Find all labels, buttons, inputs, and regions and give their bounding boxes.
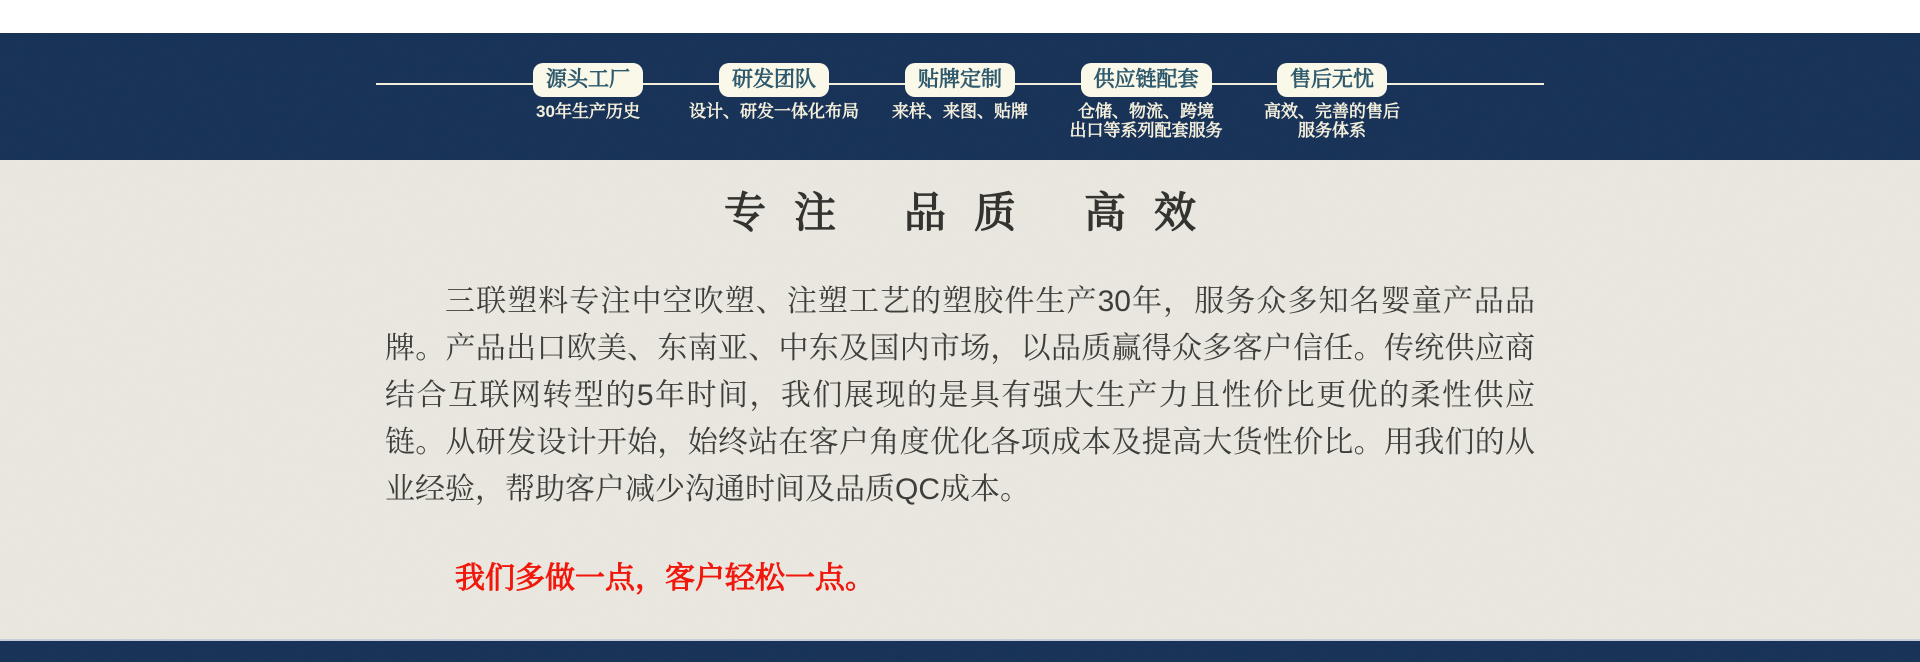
feature-list: [495, 33, 1425, 140]
feature-after-sales: [1239, 63, 1425, 140]
fabric-texture-footer: [0, 641, 1920, 662]
feature-badge-oem-customization: 贴牌定制: [905, 63, 1015, 97]
feature-desc-after-sales: 高效、完善的售后 服务体系: [1264, 102, 1400, 140]
feature-badge-supply-chain: 供应链配套: [1081, 63, 1212, 97]
feature-desc-supply-chain: 仓储、物流、跨境 出口等系列配套服务: [1069, 102, 1223, 140]
feature-source-factory: [495, 63, 681, 140]
features-band: [0, 33, 1920, 160]
feature-rnd-team: [681, 63, 867, 140]
feature-desc-rnd-team: 设计、研发一体化布局: [689, 102, 859, 121]
title-word-focus: 专注: [723, 189, 864, 236]
title-word-quality: 品质: [903, 189, 1044, 236]
feature-desc-oem-customization: 来样、来图、贴牌: [892, 102, 1028, 121]
footer-band: [0, 639, 1920, 662]
slogan-text: 我们多做一点，客户轻松一点。: [455, 562, 875, 596]
intro-section: [0, 160, 1920, 639]
feature-badge-source-factory: 源头工厂: [533, 63, 643, 97]
title-word-efficiency: 高效: [1084, 189, 1225, 236]
feature-badge-after-sales: 售后无忧: [1277, 63, 1387, 97]
feature-badge-rnd-team: 研发团队: [719, 63, 829, 97]
feature-oem-customization: [867, 63, 1053, 140]
top-white-strip: [0, 0, 1920, 33]
page-title: [0, 160, 1920, 236]
company-intro-paragraph: 三联塑料专注中空吹塑、注塑工艺的塑胶件生产30年，服务众多知名婴童产品品牌。产品出口欧美、东南亚、中东及国内市场，以品质赢得众多客户信任。传统供应商结合互联网转型的5年时间，我们展现的是具有强大生产力且性价比更优的柔性供应链。从研发设计开始，始终站在客户角度优化各项成本及提高大货性价比。用我们的从业经验，帮助客户减少沟通时间及品质QC成本。: [385, 285, 1535, 507]
feature-desc-source-factory: 30年生产历史: [536, 102, 640, 121]
feature-supply-chain: [1053, 63, 1239, 140]
